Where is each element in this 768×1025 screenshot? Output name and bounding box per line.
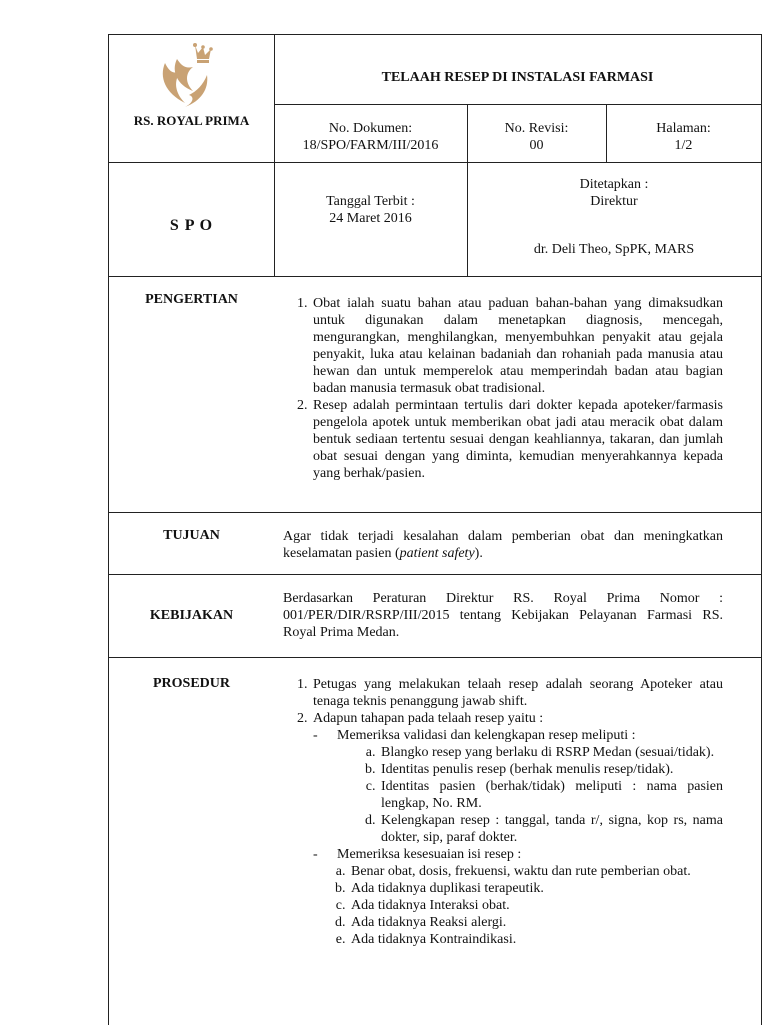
doc-number-label: No. Dokumen: (328, 121, 413, 136)
grid-hline-docinfo (274, 162, 761, 163)
spo-document-sheet (108, 34, 762, 1025)
prosedur-label: PROSEDUR (152, 676, 230, 691)
revision-label: No. Revisi: (504, 121, 569, 136)
issue-date-value: 24 Maret 2016 (329, 211, 412, 226)
pengertian-label: PENGERTIAN (145, 292, 238, 307)
grid-hline-logo (109, 162, 274, 163)
prosedur-step-2-text: Adapun tahapan pada telaah resep yaitu : (313, 711, 544, 726)
prosedur-content (283, 676, 723, 948)
kebijakan-label: KEBIJAKAN (149, 608, 234, 623)
page-label: Halaman: (656, 121, 711, 136)
tujuan-text-after: ). (474, 546, 483, 561)
prosedur-sub-2 (313, 846, 723, 948)
page-cell (606, 120, 761, 154)
prosedur-step-2 (311, 710, 723, 948)
prosedur-sub-1-item-d: d. Kelengkapan resep : tanggal, tanda r/, signa, kop rs, nama dokter, sip, paraf dokter. (379, 812, 723, 846)
tujuan-text-before: Agar tidak terjadi kesalahan dalam pemberian obat dan meningkatkan keselamatan pasien ( (283, 529, 723, 561)
pengertian-item-2: 2. Resep adalah permintaan tertulis dari dokter kepada apoteker/farmasis pengelola apotek untuk memberikan obat jadi atau meracik obat dalam bentuk sediaan tertentu sesuai dengan keahliannya, takaran, dan jumlah obat sesuai dengan yang diminta, kemudian menyerahkannya kepada yang berhak/pasien. (311, 397, 723, 482)
approved-name: dr. Deli Theo, SpPK, MARS (533, 242, 695, 257)
grid-hline-kebijakan-end (109, 657, 761, 658)
revision-cell (467, 120, 606, 154)
approval-cell (467, 176, 761, 210)
prosedur-sub-2-item-b: b. Ada tidaknya duplikasi terapeutik. (349, 880, 723, 897)
prosedur-sub-2-item-a: a. Benar obat, dosis, frekuensi, waktu dan rute pemberian obat. (349, 863, 723, 880)
prosedur-sub-2-item-e: e. Ada tidaknya Kontraindikasi. (349, 931, 723, 948)
document-title: TELAAH RESEP DI INSTALASI FARMASI (381, 70, 654, 85)
hospital-logo (151, 41, 231, 111)
grid-hline-pengertian-end (109, 512, 761, 513)
pengertian-content (283, 295, 723, 482)
prosedur-sub-1-title: Memeriksa validasi dan kelengkapan resep meliputi : (337, 728, 636, 743)
spo-label: S P O (169, 217, 214, 234)
approved-label: Ditetapkan : (579, 177, 649, 192)
prosedur-sub-1-item-c: c. Identitas pasien (berhak/tidak) meliputi : nama pasien lengkap, No. RM. (379, 778, 723, 812)
page-value: 1/2 (674, 138, 693, 153)
issue-date-label: Tanggal Terbit : (326, 194, 415, 209)
prosedur-sub-2-title: Memeriksa kesesuaian isi resep : (337, 847, 522, 862)
approved-role: Direktur (590, 194, 638, 209)
prosedur-sub-1-item-a: a. Blangko resep yang berlaku di RSRP Medan (sesuai/tidak). (379, 744, 723, 761)
tujuan-text-italic: patient safety (399, 546, 475, 561)
prosedur-sub-1-item-b: b. Identitas penulis resep (berhak menulis resep/tidak). (379, 761, 723, 778)
grid-hline-title (274, 104, 761, 105)
prosedur-sub-2-item-d: d. Ada tidaknya Reaksi alergi. (349, 914, 723, 931)
grid-hline-header-end (109, 276, 761, 277)
doc-number-cell (274, 120, 467, 154)
prosedur-step-1: 1. Petugas yang melakukan telaah resep adalah seorang Apoteker atau tenaga teknis penanggung jawab shift. (311, 676, 723, 710)
tujuan-label: TUJUAN (163, 528, 220, 543)
prosedur-sub-1 (313, 727, 723, 846)
pengertian-item-1: 1. Obat ialah suatu bahan atau paduan bahan-bahan yang dimaksudkan untuk digunakan dalam menetapkan diagnosis, mencegah, mengurangkan, menghilangkan, menyembuhkan penyakit atau gejala penyakit, luka atau kelainan badaniah dan rohaniah pada manusia atau hewan dan untuk memperelok atau memperindah badan atau bagian badan manusia termasuk obat tradisional. (311, 295, 723, 397)
grid-hline-tujuan-end (109, 574, 761, 575)
tujuan-content (283, 528, 723, 562)
hospital-name: RS. ROYAL PRIMA (133, 113, 250, 128)
doc-number-value: 18/SPO/FARM/III/2016 (302, 138, 439, 153)
kebijakan-content: Berdasarkan Peraturan Direktur RS. Royal Prima Nomor : 001/PER/DIR/RSRP/III/2015 tentang Kebijakan Pelayanan Farmasi RS. Royal Prima Medan. (283, 591, 723, 640)
prosedur-sub-2-item-c: c. Ada tidaknya Interaksi obat. (349, 897, 723, 914)
revision-value: 00 (529, 138, 544, 153)
issue-date-cell (274, 193, 467, 227)
